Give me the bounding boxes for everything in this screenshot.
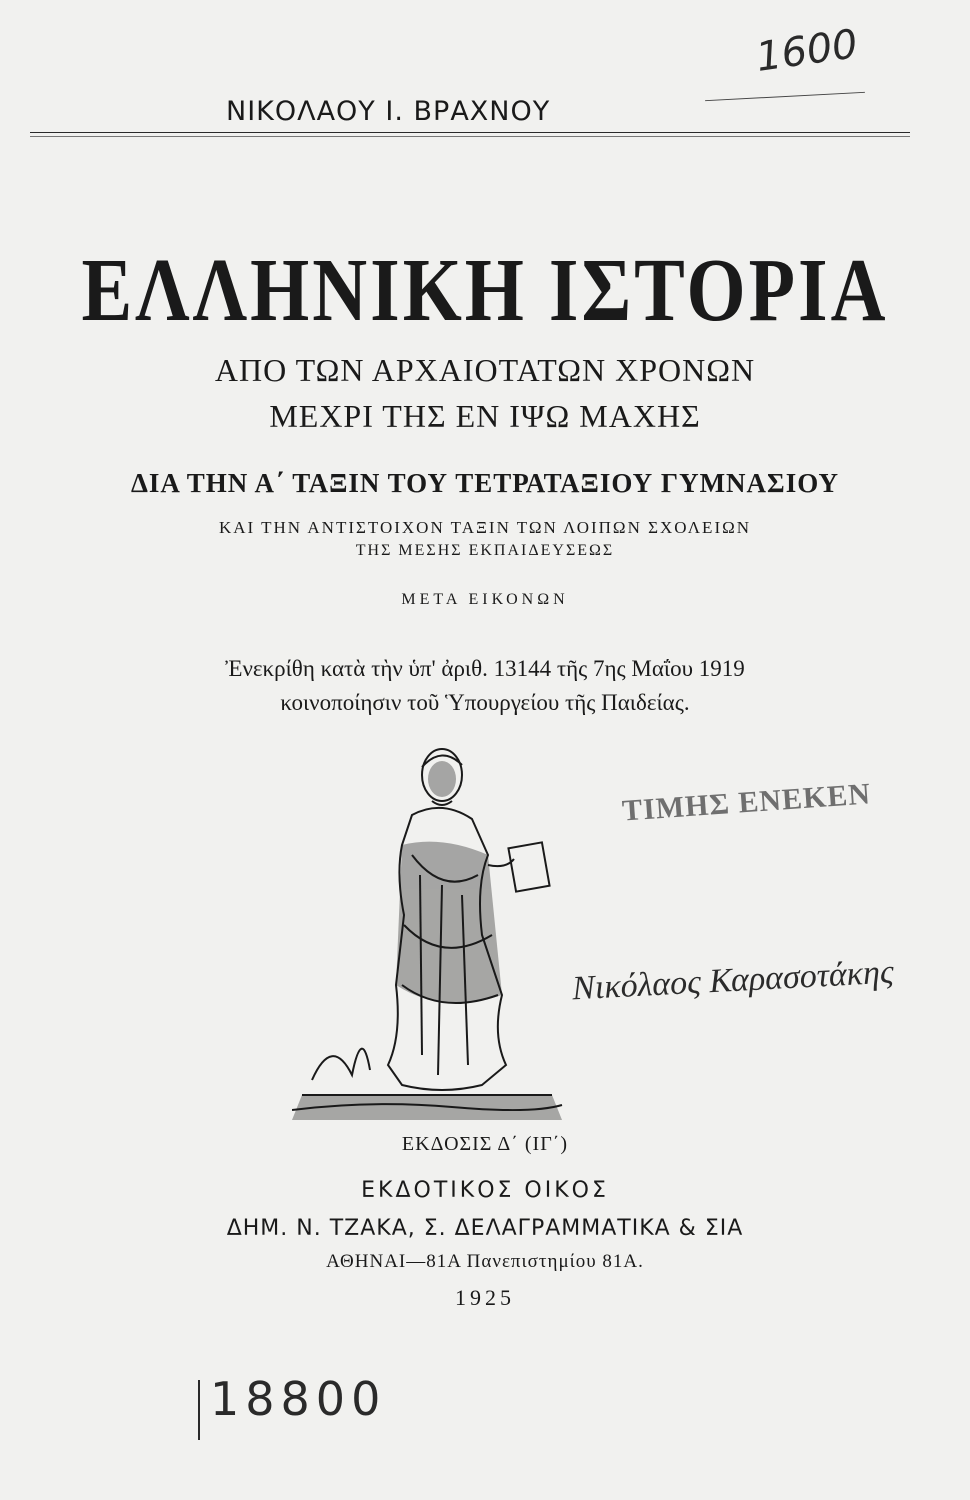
publisher-label: ΕΚΔΟΤΙΚΟΣ ΟΙΚΟΣ bbox=[361, 1178, 609, 1203]
header-rule-2 bbox=[30, 136, 910, 137]
handwritten-underline bbox=[705, 92, 865, 101]
owner-signature: Νικόλαος Καρασοτάκης bbox=[571, 953, 895, 1008]
muse-figure-engraving bbox=[292, 735, 572, 1125]
publisher-name: ΔΗΜ. Ν. ΤΖΑΚΑ, Σ. ΔΕΛΑΓΡΑΜΜΑΤΙΚΑ & ΣΙΑ bbox=[226, 1216, 744, 1241]
author-name: ΝΙΚΟΛΑΟΥ Ι. ΒΡΑΧΝΟΥ bbox=[226, 96, 551, 127]
book-title: ΕΛΛΗΝΙΚΗ ΙΣΤΟΡΙΑ bbox=[81, 241, 889, 341]
handwritten-number-top: 1600 bbox=[753, 21, 861, 81]
honor-stamp: ΤΙΜΗΣ ΕΝΕΚΕΝ bbox=[621, 777, 872, 828]
subtitle-line-2: ΜΕΧΡΙ ΤΗΣ ΕΝ ΙΨΩ ΜΑΧΗΣ bbox=[269, 398, 701, 434]
handwritten-number-bottom: 18800 bbox=[210, 1372, 387, 1426]
header-rule bbox=[30, 132, 910, 133]
edition-line: ΕΚΔΟΣΙΣ Δ΄ (ΙΓ΄) bbox=[401, 1133, 569, 1155]
handwritten-bracket bbox=[198, 1380, 200, 1440]
approval-line-2: κοινοποίησιν τοῦ Ὑπουργείου τῆς Παιδείας. bbox=[280, 690, 690, 715]
audience-line-3: ΤΗΣ ΜΕΣΗΣ ΕΚΠΑΙΔΕΥΣΕΩΣ bbox=[355, 542, 615, 559]
illustrations-note: ΜΕΤΑ ΕΙΚΟΝΩΝ bbox=[401, 591, 569, 608]
publisher-address: ΑΘΗΝΑΙ—81Α Πανεπιστημίου 81Α. bbox=[326, 1251, 644, 1272]
publication-year: 1925 bbox=[455, 1285, 515, 1310]
subtitle-line-1: ΑΠΟ ΤΩΝ ΑΡΧΑΙΟΤΑΤΩΝ ΧΡΟΝΩΝ bbox=[214, 352, 756, 388]
audience-line-2: ΚΑΙ ΤΗΝ ΑΝΤΙΣΤΟΙΧΟΝ ΤΑΞΙΝ ΤΩΝ ΛΟΙΠΩΝ ΣΧΟΛΕΙΩΝ bbox=[218, 518, 752, 537]
audience-line: ΔΙΑ ΤΗΝ Α΄ ΤΑΞΙΝ ΤΟΥ ΤΕΤΡΑΤΑΞΙΟΥ ΓΥΜΝΑΣΙΟΥ bbox=[130, 468, 840, 498]
approval-line-1: Ἐνεκρίθη κατὰ τὴν ὑπ' ἀριθ. 13144 τῆς 7ης Μαΐου 1919 bbox=[225, 656, 745, 681]
